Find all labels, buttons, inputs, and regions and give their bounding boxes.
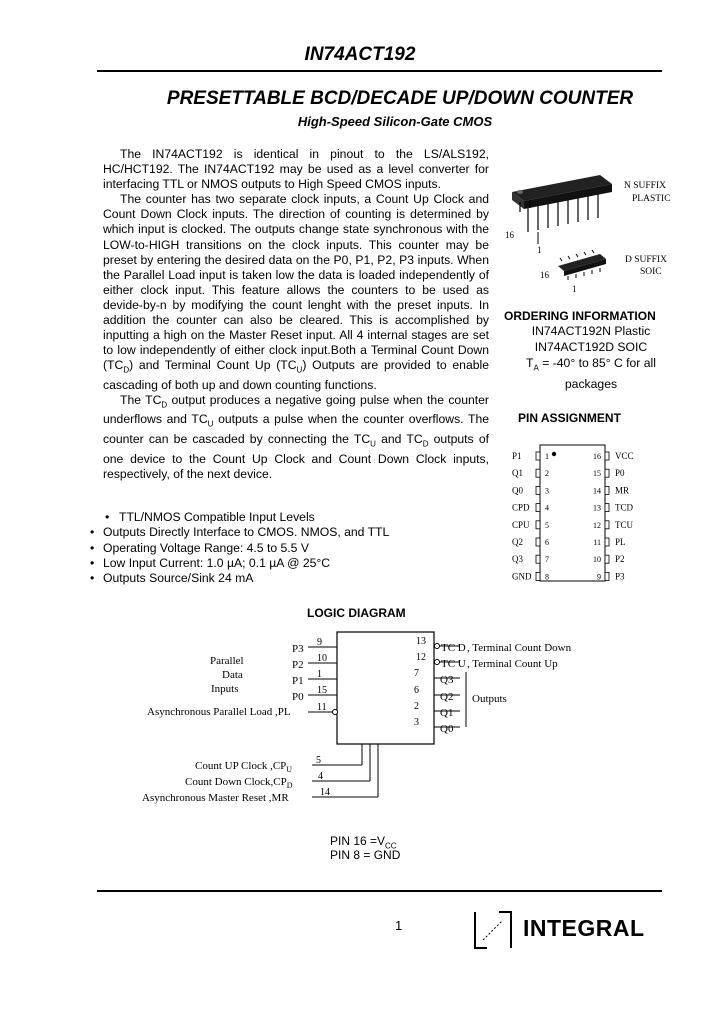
page-title: PRESETTABLE BCD/DECADE UP/DOWN COUNTER bbox=[166, 88, 634, 109]
inverter-bubble-icon bbox=[435, 660, 440, 665]
pin-stub bbox=[536, 572, 540, 580]
page-number: 1 bbox=[395, 918, 403, 933]
dip-pin16-label: 16 bbox=[505, 230, 514, 240]
bottom-input-label: Count UP Clock $,CP_U$ bbox=[195, 760, 293, 774]
n-suffix-label: N SUFFIX bbox=[624, 181, 666, 191]
header-rule bbox=[97, 70, 662, 72]
ordering-info bbox=[502, 323, 680, 392]
pin-row-left bbox=[512, 485, 549, 495]
pin-name-label: P2 bbox=[615, 554, 625, 565]
input-name-label: P3 bbox=[292, 643, 304, 655]
pin-name-label: CPU bbox=[512, 519, 530, 530]
output-name-label: Q2 bbox=[440, 691, 454, 703]
ordering-heading: ORDERING INFORMATION bbox=[504, 309, 656, 323]
pin-name-label: P0 bbox=[615, 468, 625, 479]
group-data-label: Data bbox=[222, 669, 243, 681]
output-pin-label: 12 bbox=[416, 652, 426, 663]
pin-stub bbox=[605, 572, 609, 580]
pin-stub bbox=[536, 555, 540, 563]
soic-package-icon bbox=[558, 250, 606, 280]
pin-row-right bbox=[593, 468, 625, 478]
pin-name-label: Q0 bbox=[512, 485, 523, 496]
pin-stub bbox=[605, 452, 609, 460]
group-parallel-label: Parallel bbox=[210, 655, 244, 667]
pin-row-left bbox=[512, 520, 549, 530]
pin-stub bbox=[536, 469, 540, 477]
logic-diagram bbox=[130, 620, 630, 815]
logic-input bbox=[292, 653, 337, 671]
pin-number-label: 2 bbox=[545, 469, 549, 479]
output-pin-label: 3 bbox=[414, 717, 419, 728]
output-desc-label: , Terminal Count Up bbox=[467, 658, 558, 670]
logic-input-bottom bbox=[142, 744, 378, 804]
pin-stub bbox=[605, 555, 609, 563]
logic-input bbox=[292, 685, 337, 703]
feature-item: • Outputs Source/Sink 24 mA bbox=[84, 571, 484, 586]
logic-output-q bbox=[414, 701, 460, 719]
pin-stub bbox=[536, 504, 540, 512]
pin-number-label: 13 bbox=[593, 503, 601, 513]
pin-name-label: GND bbox=[512, 571, 532, 582]
pin-row-left bbox=[512, 503, 549, 513]
pin-stub bbox=[605, 504, 609, 512]
output-name-label: TC D bbox=[441, 642, 466, 654]
pin-number-label: 15 bbox=[593, 469, 601, 479]
pin-stub bbox=[605, 469, 609, 477]
dip-package-icon bbox=[512, 175, 612, 244]
pin-number-label: 1 bbox=[545, 452, 549, 461]
pin-name-label: PL bbox=[615, 537, 626, 547]
part-number-header: IN74ACT192 bbox=[304, 44, 416, 65]
pin-row-right bbox=[597, 571, 625, 581]
package-illustration bbox=[500, 170, 700, 305]
pin-stub bbox=[605, 538, 609, 546]
pin-row-left bbox=[512, 537, 549, 547]
input-pin-label: 15 bbox=[317, 685, 327, 696]
pin-name-label: Q3 bbox=[512, 554, 523, 565]
feature-item: • Outputs Directly Interface to CMOS. NMOS, and TTL bbox=[84, 525, 484, 540]
pin-stub bbox=[536, 521, 540, 529]
logic-diagram-heading: LOGIC DIAGRAM bbox=[307, 606, 406, 620]
pin-row-left bbox=[512, 468, 549, 478]
bottom-input-label: Count Down $Clock,CP_D$ bbox=[185, 776, 293, 790]
soic-pin1-label: 1 bbox=[572, 284, 577, 294]
feature-item: • Low Input Current: 1.0 µA; 0.1 µA @ 25°C bbox=[84, 556, 484, 571]
inverter-bubble-icon bbox=[435, 644, 440, 649]
pin-number-label: 11 bbox=[593, 538, 601, 547]
inverter-bubble-icon bbox=[333, 710, 338, 715]
pin-name-label: Q2 bbox=[512, 537, 523, 547]
bottom-pin-label: 4 bbox=[318, 771, 323, 782]
pin-name-label: VCC bbox=[615, 451, 634, 461]
pin-row-left bbox=[512, 554, 549, 564]
output-name-label: Q3 bbox=[440, 674, 454, 686]
pin-number-label: 3 bbox=[545, 486, 549, 496]
logic-input-bottom bbox=[195, 744, 362, 774]
logic-output-tc bbox=[416, 636, 572, 654]
pin-name-label: TCU bbox=[615, 519, 633, 530]
logic-input bbox=[292, 669, 337, 687]
integral-logo-icon bbox=[473, 910, 515, 950]
logic-output-q bbox=[414, 717, 460, 735]
pl-pin-label: 11 bbox=[317, 702, 327, 713]
ordering-temp: $T_A = -40^\circ$ to 85° C for all bbox=[526, 356, 656, 373]
pin-number-label: 7 bbox=[545, 555, 549, 565]
pin-assignment-heading: PIN ASSIGNMENT bbox=[518, 411, 621, 425]
description-paragraph-3: The $TC_D$ output produces a negative going pulse when the counter underflows and $TC_U$ outputs a pulse when the counter overflows. The counter can be cascaded by connecting the $TC_U$ and $TC_D$ outputs of one device to the Count Up Clock and Count Down Clock inputs, respectively, of the next device. bbox=[103, 392, 489, 481]
input-name-label: P0 bbox=[292, 691, 304, 703]
pin-row-right bbox=[593, 503, 634, 513]
pin-row-right bbox=[593, 451, 634, 461]
output-pin-label: 13 bbox=[416, 636, 426, 647]
brand-name: INTEGRAL bbox=[523, 915, 645, 941]
page-subtitle: High-Speed Silicon-Gate CMOS bbox=[297, 114, 493, 129]
group-inputs-label: Inputs bbox=[211, 683, 239, 695]
input-pin-label: 10 bbox=[317, 653, 327, 664]
pin-row-right bbox=[593, 537, 625, 547]
feature-list bbox=[84, 510, 484, 586]
description-paragraph-1: The IN74ACT192 is identical in pinout to the LS/ALS192, HC/HCT192. The IN74ACT192 may be used as a level converter for interfacing TTL or NMOS outputs to High Speed CMOS inputs. bbox=[103, 147, 489, 192]
d-suffix-label: D SUFFIX bbox=[625, 255, 667, 265]
output-name-label: Q1 bbox=[440, 707, 454, 719]
pl-label: Asynchronous Parallel Load ,PL bbox=[147, 706, 291, 718]
pin-stub bbox=[605, 486, 609, 494]
output-pin-label: 6 bbox=[414, 685, 419, 696]
dip-pin1-label: 1 bbox=[537, 245, 542, 255]
output-pin-label: 7 bbox=[414, 668, 419, 679]
logic-output-tc bbox=[416, 652, 558, 670]
pin-number-label: 9 bbox=[597, 572, 601, 582]
pin-number-label: 4 bbox=[545, 503, 549, 513]
pin-stub bbox=[536, 452, 540, 460]
pin-stub bbox=[605, 521, 609, 529]
ordering-packages: packages bbox=[564, 377, 618, 392]
pin-name-label: P1 bbox=[512, 451, 522, 461]
group-outputs-label: Outputs bbox=[472, 693, 507, 705]
input-pin-label: 1 bbox=[317, 669, 322, 680]
pin-row-right bbox=[593, 485, 629, 495]
power-gnd: PIN 8 = GND bbox=[330, 848, 401, 862]
pin-stub bbox=[536, 538, 540, 546]
pin-name-label: Q1 bbox=[512, 468, 523, 479]
input-name-label: P2 bbox=[292, 659, 304, 671]
ordering-line-1: IN74ACT192N Plastic bbox=[531, 324, 651, 338]
input-name-label: P1 bbox=[292, 675, 304, 687]
pin-name-label: TCD bbox=[615, 502, 633, 513]
pin-row-left bbox=[512, 451, 549, 461]
logic-input bbox=[292, 637, 337, 655]
pin-number-label: 5 bbox=[545, 520, 549, 530]
output-name-label: Q0 bbox=[440, 723, 454, 735]
pin-number-label: 12 bbox=[593, 520, 601, 530]
pin-number-label: 14 bbox=[593, 486, 601, 496]
soic-pin16-label: 16 bbox=[540, 270, 549, 280]
pin-row-right bbox=[593, 554, 625, 564]
pin-number-label: 10 bbox=[593, 555, 601, 565]
pin-row-left bbox=[512, 571, 549, 581]
pin-name-label: CPD bbox=[512, 502, 530, 513]
bottom-pin-label: 5 bbox=[316, 755, 321, 766]
pin-number-label: 6 bbox=[545, 538, 549, 547]
bottom-pin-label: 14 bbox=[320, 787, 330, 798]
counter-block bbox=[337, 632, 434, 744]
logic-output-q bbox=[414, 685, 460, 703]
description-paragraph-2: The counter has two separate clock inputs, a Count Up Clock and Count Down Clock inputs. The direction of counting is determined by which input is clocked. The outputs change state synchronous with the LOW-to-HIGH transitions on the clock inputs. This counter may be preset by entering the desired data on the P0, P1, P2, P3 inputs. When the Parallel Load input is taken low the data is loaded independently of either clock input. This feature allows the counters to be used as devide-by-n by modifying the count lenght with the preset inputs. In addition the counter can also be cleared. This is accomplished by inputting a high on the Master Reset input. All 4 internal stages are set to low independently of either clock input.Both a Terminal Count Down $(TC_D)$ and Terminal Count Up $(TC_U)$ Outputs are provided to enable cascading of both up and down counting functions. bbox=[103, 192, 490, 392]
output-pin-label: 2 bbox=[414, 701, 419, 712]
logic-output-q bbox=[414, 668, 460, 686]
d-type-label: SOIC bbox=[640, 267, 662, 277]
output-name-label: TC U bbox=[441, 658, 466, 670]
n-type-label: PLASTIC bbox=[632, 194, 671, 204]
logic-input-pl bbox=[147, 702, 338, 718]
output-desc-label: , Terminal Count Down bbox=[467, 642, 572, 654]
feature-item: • Operating Voltage Range: 4.5 to 5.5 V bbox=[84, 541, 484, 556]
pin-stub bbox=[536, 486, 540, 494]
pin-row-right bbox=[593, 520, 634, 530]
input-pin-label: 9 bbox=[317, 637, 322, 648]
pin-name-label: P3 bbox=[615, 571, 625, 582]
power-vcc: PIN $16 =V_{CC}$ bbox=[330, 834, 397, 851]
feature-item: • TTL/NMOS Compatible Input Levels bbox=[84, 510, 484, 525]
footer-rule bbox=[97, 890, 662, 892]
pin1-marker-icon bbox=[552, 452, 556, 456]
pin-number-label: 8 bbox=[545, 572, 549, 582]
pin-assignment-diagram bbox=[505, 442, 685, 587]
ordering-line-2: IN74ACT192D SOIC bbox=[534, 340, 648, 354]
pin-name-label: MR bbox=[615, 485, 630, 496]
pin-number-label: 16 bbox=[593, 452, 601, 461]
description bbox=[103, 147, 489, 482]
bottom-input-label: Asynchronous Master Reset ,MR bbox=[142, 792, 289, 804]
